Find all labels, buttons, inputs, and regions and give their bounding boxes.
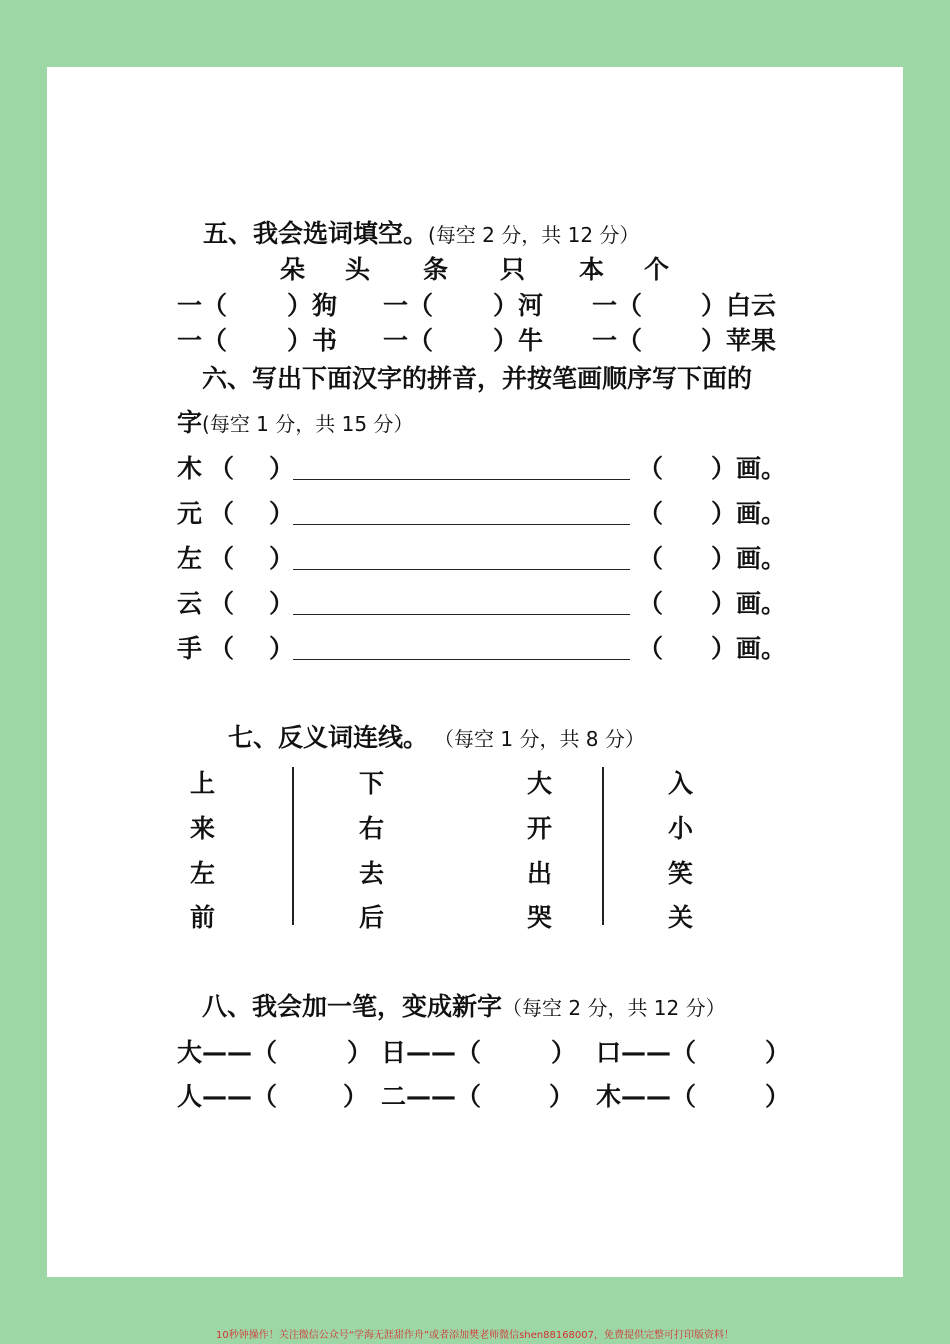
antonym-word[interactable]: 下 [359, 769, 385, 798]
section5-score: (每空 2 分，共 12 分） [428, 223, 640, 247]
fill-item-end: ）苹果 [701, 326, 777, 355]
fill-item-end: ）书 [287, 326, 338, 355]
antonym-word[interactable]: 去 [359, 859, 385, 888]
word-bank-2: 头 [345, 255, 371, 284]
word-bank-5: 本 [579, 255, 605, 284]
antonym-word[interactable]: 前 [190, 903, 216, 932]
section6-title-line2: 字(每空 1 分，共 15 分） [177, 408, 414, 437]
antonym-word[interactable]: 左 [190, 859, 216, 888]
section5-title [203, 214, 639, 250]
stroke-order-line[interactable] [293, 479, 630, 480]
add-stroke-item: 口——（ [596, 1038, 697, 1067]
fill-item: 一（ [177, 291, 228, 320]
divider-line [292, 767, 294, 925]
antonym-word[interactable]: 开 [527, 814, 553, 843]
fill-item-end: ）牛 [493, 326, 544, 355]
section7-title: 七、反义词连线。 （每空 1 分，共 8 分） [228, 723, 645, 752]
fill-item: 一（ [177, 326, 228, 355]
stroke-order-line[interactable] [293, 659, 630, 660]
antonym-word[interactable]: 笑 [668, 859, 694, 888]
char-label: 左 [177, 544, 203, 573]
word-bank-3: 条 [423, 255, 449, 284]
char-label: 木 [177, 454, 203, 483]
char-label: 云 [177, 589, 203, 618]
antonym-word[interactable]: 关 [668, 903, 694, 932]
section5-title-text: 五、我会选词填空。 [203, 219, 429, 248]
section8-title: 八、我会加一笔，变成新字（每空 2 分，共 12 分） [202, 992, 726, 1021]
stroke-order-line[interactable] [293, 524, 630, 525]
section7-score: （每空 1 分，共 8 分） [444, 727, 645, 751]
word-bank-6: 个 [644, 255, 670, 284]
worksheet-page: 五、我会选词填空。(每空 2 分，共 12 分） 朵 头 条 只 本 个 一（ ）狗 一（ ）河 一（ ）白云 一（ ）书 一（ ）牛 一（ ）苹果 六、写出下面汉字的拼音，并按笔画顺序写下面的 字(每空 1 分，共 15 分） 木 （ ） （ ）画。 元 （ ） （ ）画。 左 （ ） （ ）画。 云 （ ） （ ）画。 手 （ ） （ ）画。 七、反义词连线。 （每空 1 分，共 8 分） 上 来 左 前 下 右 去 后 大 开 出 哭 入 小 笑 关 八、我会加一笔，变成新字（每空 2 分，共 12 分） 大——（ ） 日——（ ） 口——（ ） 人——（ ） 二——（ ） 木——（ ） [47, 67, 903, 1277]
fill-item: 一（ [592, 326, 643, 355]
divider-line [602, 767, 604, 925]
antonym-word[interactable]: 小 [668, 814, 694, 843]
add-stroke-item: 大——（ [177, 1038, 278, 1067]
footer-banner: 10秒钟操作！关注微信公众号“学海无涯甜作舟”或者添加樊老师微信shen88168007，免费提供完整可打印版资料！ [215, 1330, 735, 1341]
stroke-order-line[interactable] [293, 614, 630, 615]
antonym-word[interactable]: 入 [668, 769, 694, 798]
section6-score: (每空 1 分，共 15 分） [202, 412, 414, 436]
fill-item: 一（ [383, 326, 434, 355]
word-bank-4: 只 [500, 255, 526, 284]
add-stroke-item: 日——（ [381, 1038, 482, 1067]
antonym-word[interactable]: 出 [527, 859, 553, 888]
fill-item-end: ）河 [493, 291, 544, 320]
fill-item: 一（ [592, 291, 643, 320]
fill-item-end: ）狗 [287, 291, 338, 320]
char-label: 手 [177, 634, 203, 663]
stroke-order-line[interactable] [293, 569, 630, 570]
char-label: 元 [177, 499, 203, 528]
word-bank-1: 朵 [280, 255, 306, 284]
antonym-word[interactable]: 上 [190, 769, 216, 798]
antonym-word[interactable]: 右 [359, 814, 385, 843]
antonym-word[interactable]: 后 [359, 903, 385, 932]
add-stroke-item: 二——（ [381, 1082, 482, 1111]
antonym-word[interactable]: 大 [527, 769, 553, 798]
fill-item: 一（ [383, 291, 434, 320]
fill-item-end: ）白云 [701, 291, 777, 320]
add-stroke-item: 人——（ [177, 1082, 278, 1111]
antonym-word[interactable]: 来 [190, 814, 216, 843]
section8-score: （每空 2 分，共 12 分） [502, 996, 726, 1020]
add-stroke-item: 木——（ [596, 1082, 697, 1111]
section6-title-line1: 六、写出下面汉字的拼音，并按笔画顺序写下面的 [202, 364, 753, 393]
antonym-word[interactable]: 哭 [527, 903, 553, 932]
